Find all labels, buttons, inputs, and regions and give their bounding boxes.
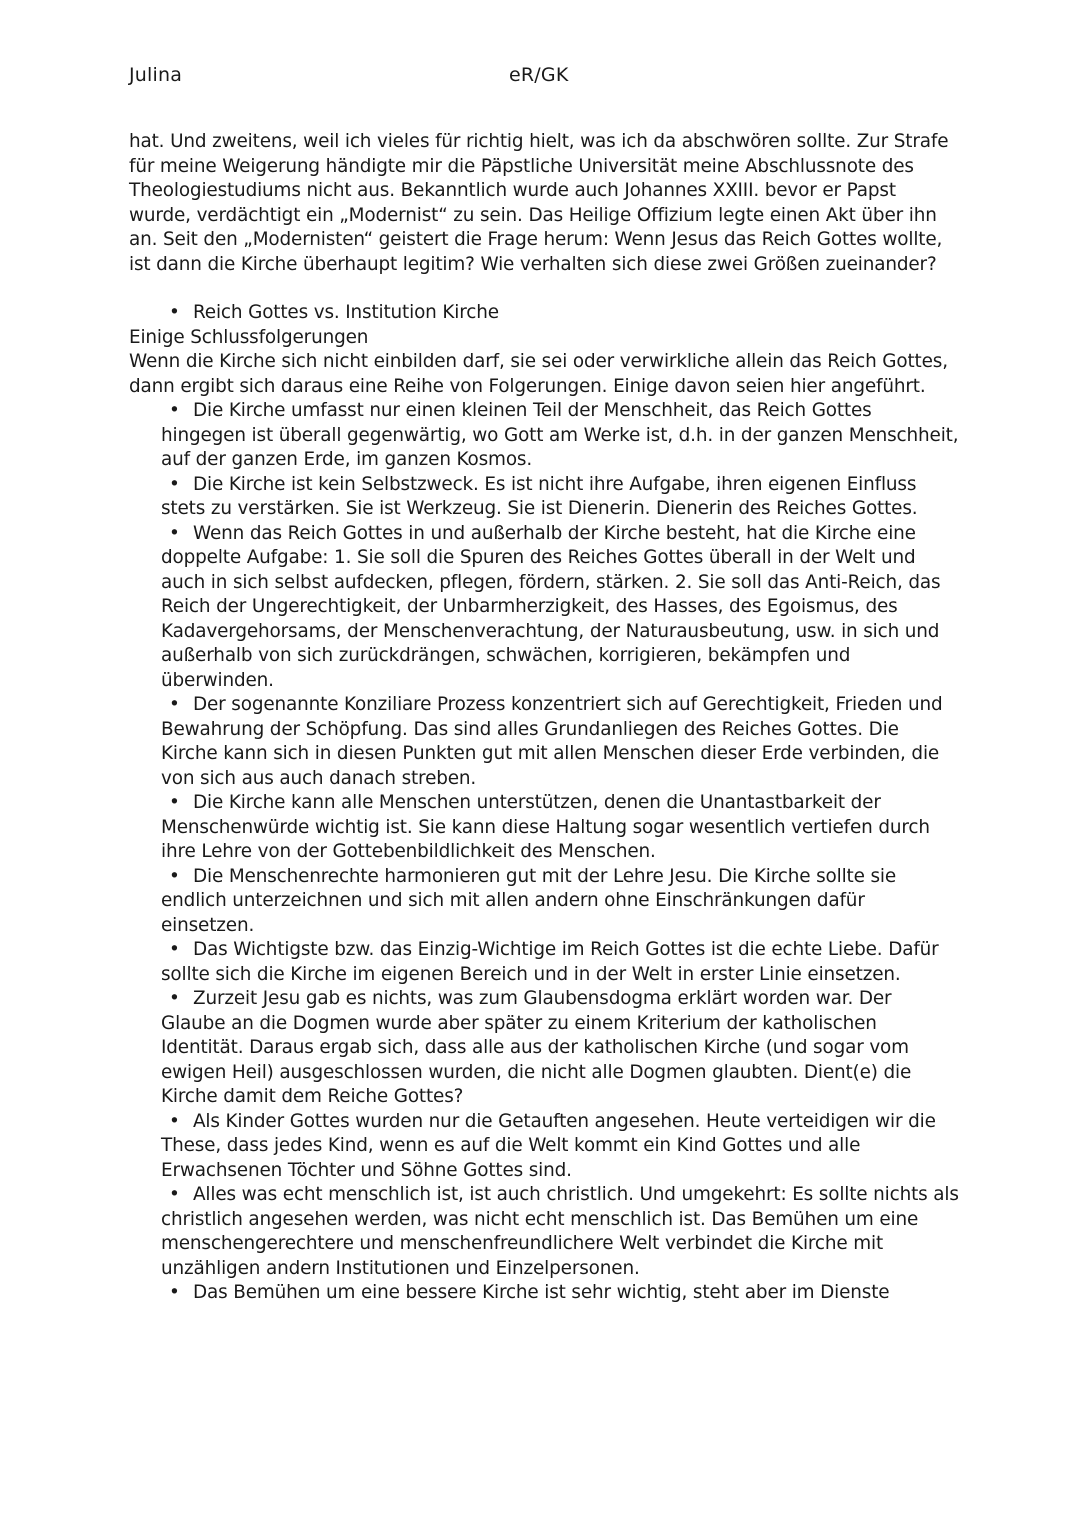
bullet-icon: •: [169, 694, 180, 715]
list-item: [129, 987, 959, 1110]
list-item: [129, 1281, 959, 1306]
list-item: [129, 399, 959, 473]
section-lead: Wenn die Kirche sich nicht einbilden darf, sie sei oder verwirkliche allein das Reich Gottes, dann ergibt sich daraus eine Reihe von Folgerungen. Einige davon seien hier angeführt.: [129, 351, 948, 397]
bullet-icon: •: [169, 939, 180, 960]
section-title-text: Reich Gottes vs. Institution Kirche: [193, 302, 499, 323]
list-item-text: Alles was echt menschlich ist, ist auch christlich. Und umgekehrt: Es sollte nichts als christlich angesehen werden, was nicht echt menschlich ist. Das Bemühen um eine menschengerechtere und menschenfreundlichere Welt verbindet die Kirche mit unzähligen andern Institutionen und Einzelpersonen.: [161, 1184, 959, 1279]
document-body: [129, 130, 959, 1306]
bullet-icon: •: [169, 865, 180, 887]
paragraph-gap: [129, 277, 959, 301]
bullet-icon: •: [169, 302, 180, 323]
list-item: [129, 473, 959, 522]
list-item-text: Der sogenannte Konziliare Prozess konzentriert sich auf Gerechtigkeit, Frieden und Bewahrung der Schöpfung. Das sind alles Grundanliegen des Reiches Gottes. Die Kirche kann sich in diesen Punkten gut mit allen Menschen dieser Erde verbinden, die von sich aus auch danach streben.: [161, 694, 943, 789]
bullet-icon: •: [169, 1184, 180, 1205]
bullet-icon: •: [169, 400, 180, 421]
conclusions-list: [129, 399, 959, 1306]
list-item-text: Das Wichtigste bzw. das Einzig-Wichtige im Reich Gottes ist die echte Liebe. Dafür sollte sich die Kirche im eigenen Bereich und in der Welt in erster Linie einsetzen.: [161, 939, 939, 985]
page-header: [129, 64, 951, 92]
list-item-text: Die Kirche kann alle Menschen unterstützen, denen die Unantastbarkeit der Menschenwürde wichtig ist. Sie kann diese Haltung sogar wesentlich vertiefen durch ihre Lehre von der Gottebenbildlichkeit des Menschen.: [161, 792, 930, 862]
header-author: Julina: [129, 64, 183, 86]
list-item: [129, 791, 959, 865]
header-course: eR/GK: [509, 64, 569, 86]
list-item-text: Die Menschenrechte harmonieren gut mit der Lehre Jesu. Die Kirche sollte sie endlich unterzeichnen und sich mit allen andern ohne Einschränkungen dafür einsetzen.: [161, 865, 897, 936]
intro-paragraph: hat. Und zweitens, weil ich vieles für richtig hielt, was ich da abschwören sollte. Zur Strafe für meine Weigerung händigte mir die Päpstliche Universität meine Abschlussnote des Theologiestudiums nicht aus. Bekanntlich wurde auch Johannes XXIII. bevor er Papst wurde, verdächtigt ein „Modernist“ zu sein. Das Heilige Offizium legte einen Akt über ihn an. Seit den „Modernisten“ geistert die Frage herum: Wenn Jesus das Reich Gottes wollte, ist dann die Kirche überhaupt legitim? Wie verhalten sich diese zwei Größen zueinander?: [129, 131, 949, 275]
list-item: [129, 865, 959, 939]
list-item: [129, 1183, 959, 1281]
list-item: [129, 938, 959, 987]
bullet-icon: •: [169, 792, 180, 813]
list-item-text: Wenn das Reich Gottes in und außerhalb der Kirche besteht, hat die Kirche eine doppelte Aufgabe: 1. Sie soll die Spuren des Reiches Gottes überall in der Welt und auch in sich selbst aufdecken, pflegen, fördern, stärken. 2. Sie soll das Anti-Reich, das Reich der Ungerechtigkeit, der Unbarmherzigkeit, des Hasses, des Egoismus, des Kadavergehorsams, der Menschenverachtung, der Naturausbeutung, usw. in sich und außerhalb von sich zurückdrängen, schwächen, korrigieren, bekämpfen und überwinden.: [161, 522, 941, 691]
list-item-text: Als Kinder Gottes wurden nur die Getauften angesehen. Heute verteidigen wir die These, dass jedes Kind, wenn es auf die Welt kommt ein Kind Gottes und alle Erwachsenen Töchter und Söhne Gottes sind.: [161, 1110, 936, 1181]
bullet-icon: •: [169, 522, 180, 544]
list-item-text: Zurzeit Jesu gab es nichts, was zum Glaubensdogma erklärt worden war. Der Glaube an die Dogmen wurde aber später zu einem Kriterium der katholischen Identität. Daraus ergab sich, dass alle aus der katholischen Kirche (und sogar vom ewigen Heil) ausgeschlossen wurden, die nicht alle Dogmen glaubten. Dient(e) die Kirche damit dem Reiche Gottes?: [161, 988, 912, 1107]
list-item: [129, 693, 959, 791]
bullet-icon: •: [169, 1110, 180, 1132]
bullet-icon: •: [169, 988, 180, 1009]
bullet-icon: •: [169, 473, 180, 495]
section-subheading: Einige Schlussfolgerungen: [129, 326, 369, 348]
list-item: [129, 1110, 959, 1184]
bullet-icon: •: [169, 1282, 180, 1303]
list-item: [129, 522, 959, 694]
list-item-text: Das Bemühen um eine bessere Kirche ist sehr wichtig, steht aber im Dienste: [193, 1282, 890, 1303]
section-title: [129, 301, 959, 326]
list-item-text: Die Kirche umfasst nur einen kleinen Teil der Menschheit, das Reich Gottes hingegen ist überall gegenwärtig, wo Gott am Werke ist, d.h. in der ganzen Menschheit, auf der ganzen Erde, im ganzen Kosmos.: [161, 400, 959, 470]
list-item-text: Die Kirche ist kein Selbstzweck. Es ist nicht ihre Aufgabe, ihren eigenen Einfluss stets zu verstärken. Sie ist Werkzeug. Sie ist Dienerin. Dienerin des Reiches Gottes.: [161, 473, 918, 519]
